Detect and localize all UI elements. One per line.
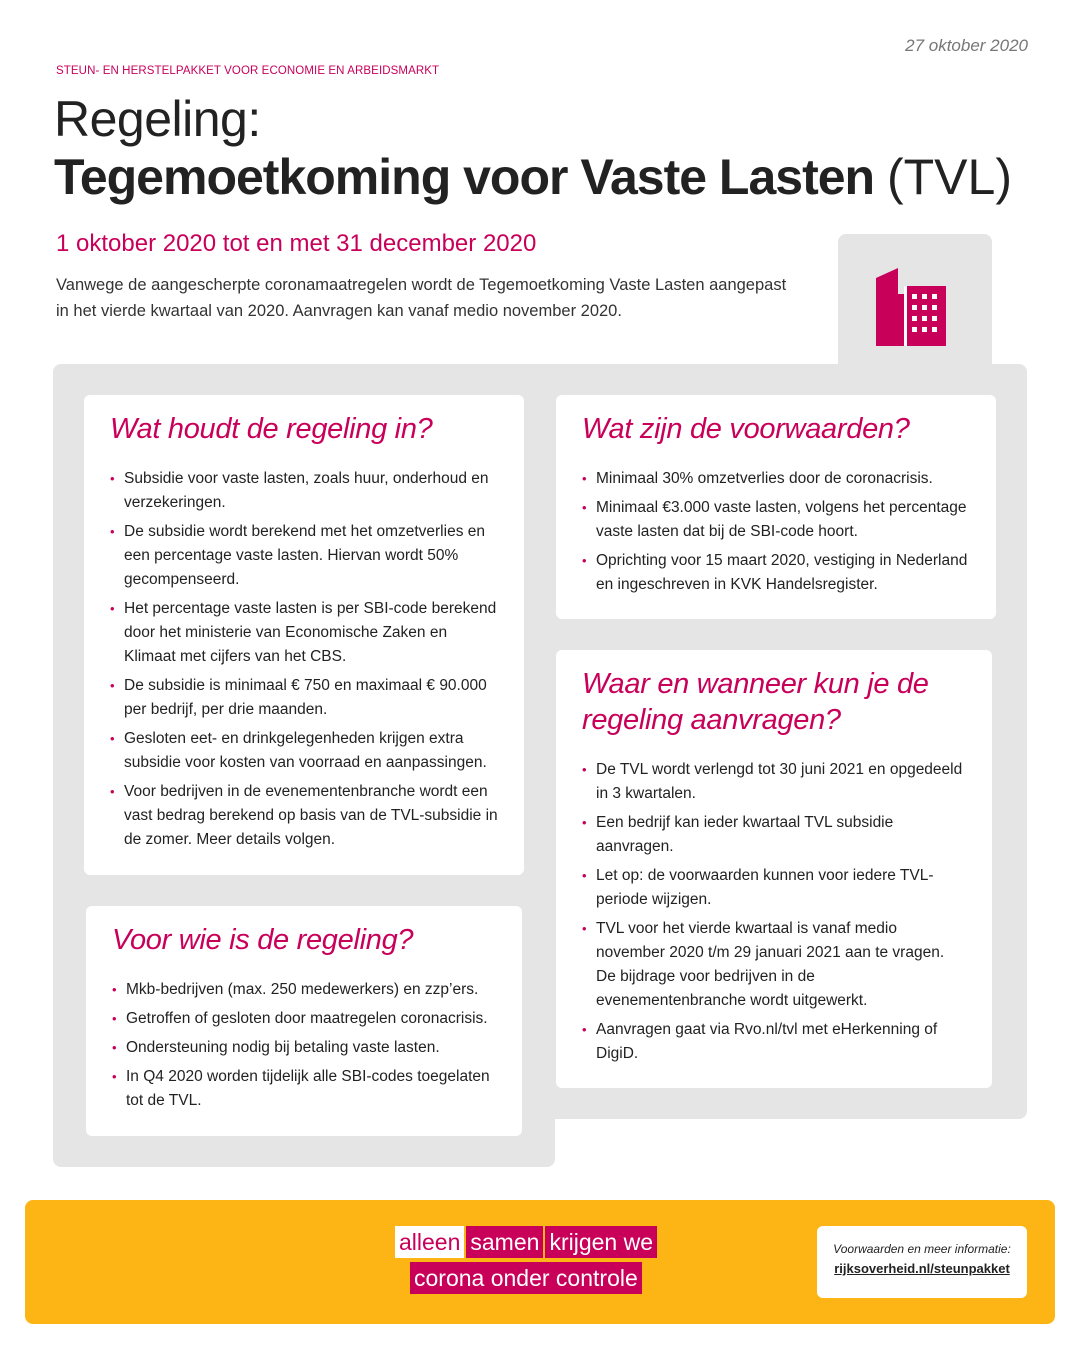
card-apply [556, 650, 992, 1088]
list-item: • Let op: de voorwaarden kunnen voor iedere TVL-periode wijzigen. [582, 864, 966, 912]
list-item: • Oprichting voor 15 maart 2020, vestiging in Nederland en ingeschreven in KVK Handelsregister. [582, 549, 970, 597]
card-who [86, 906, 522, 1136]
list-item: • Minimaal 30% omzetverlies door de coronacrisis. [582, 467, 970, 491]
intro-text: Vanwege de aangescherpte coronamaatregelen wordt de Tegemoetkoming Vaste Lasten aangepast in het vierde kwartaal van 2020. Aanvragen kan vanaf medio november 2020. [56, 276, 787, 320]
title-line-1: Regeling: [54, 91, 261, 147]
building-icon [874, 266, 946, 346]
info-label: Voorwaarden en meer informatie: [833, 1242, 1011, 1256]
list-item: • Minimaal €3.000 vaste lasten, volgens het percentage vaste lasten dat bij de SBI-code hoort. [582, 496, 970, 544]
card-heading: Wat zijn de voorwaarden? [582, 413, 910, 445]
title-abbreviation: (TVL) [886, 149, 1012, 205]
slogan-word: alleen [395, 1226, 464, 1258]
list-item: • Mkb-bedrijven (max. 250 medewerkers) en zzp’ers. [112, 978, 496, 1002]
title-bold: Tegemoetkoming voor Vaste Lasten [54, 149, 875, 205]
slogan-word: krijgen we [545, 1226, 657, 1258]
slogan [395, 1226, 659, 1298]
list-item: • Aanvragen gaat via Rvo.nl/tvl met eHerkenning of DigiD. [582, 1018, 966, 1066]
period: 1 oktober 2020 tot en met 31 december 2020 [56, 230, 537, 257]
list-item: • De TVL wordt verlengd tot 30 juni 2021 en opgedeeld in 3 kwartalen. [582, 758, 966, 806]
card-heading: Voor wie is de regeling? [112, 924, 414, 956]
list-item: • Gesloten eet- en drinkgelegenheden krijgen extra subsidie voor kosten van voorraad en aanpassingen. [110, 727, 498, 775]
list-item: • Een bedrijf kan ieder kwartaal TVL subsidie aanvragen. [582, 811, 966, 859]
slogan-line: corona onder controle [410, 1262, 642, 1294]
slogan-word: samen [466, 1226, 543, 1258]
list-item: • Getroffen of gesloten door maatregelen coronacrisis. [112, 1007, 496, 1031]
slogan-row-1 [395, 1226, 659, 1262]
list-item: • In Q4 2020 worden tijdelijk alle SBI-codes toegelaten tot de TVL. [112, 1065, 496, 1113]
list-item: • De subsidie wordt berekend met het omzetverlies en een percentage vaste lasten. Hiervan wordt 50% gecompenseerd. [110, 520, 498, 592]
info-box [817, 1226, 1027, 1298]
card-conditions [556, 395, 996, 619]
page-title [54, 148, 1012, 206]
list-item: • Subsidie voor vaste lasten, zoals huur, onderhoud en verzekeringen. [110, 467, 498, 515]
card-what [84, 395, 524, 875]
list-item: • Het percentage vaste lasten is per SBI-code berekend door het ministerie van Economische Zaken en Klimaat met cijfers van het CBS. [110, 597, 498, 669]
list-item: • TVL voor het vierde kwartaal is vanaf medio november 2020 t/m 29 januari 2021 aan te vragen. De bijdrage voor bedrijven in de evenementenbranche wordt uitgewerkt. [582, 917, 966, 1013]
list-item: • Voor bedrijven in de evenementenbranche wordt een vast bedrag berekend op basis van de TVL-subsidie in de zomer. Meer details volgen. [110, 780, 498, 852]
card-heading: Waar en wanneer kun je de regeling aanvragen? [582, 668, 929, 736]
card-heading: Wat houdt de regeling in? [110, 413, 433, 445]
slogan-row-2 [410, 1262, 674, 1298]
list-item: • De subsidie is minimaal € 750 en maximaal € 90.000 per bedrijf, per drie maanden. [110, 674, 498, 722]
info-link[interactable]: rijksoverheid.nl/steunpakket [834, 1261, 1010, 1276]
list-item: • Ondersteuning nodig bij betaling vaste lasten. [112, 1036, 496, 1060]
document-date: 27 oktober 2020 [905, 36, 1028, 55]
kicker: STEUN- EN HERSTELPAKKET VOOR ECONOMIE EN ARBEIDSMARKT [56, 65, 440, 77]
